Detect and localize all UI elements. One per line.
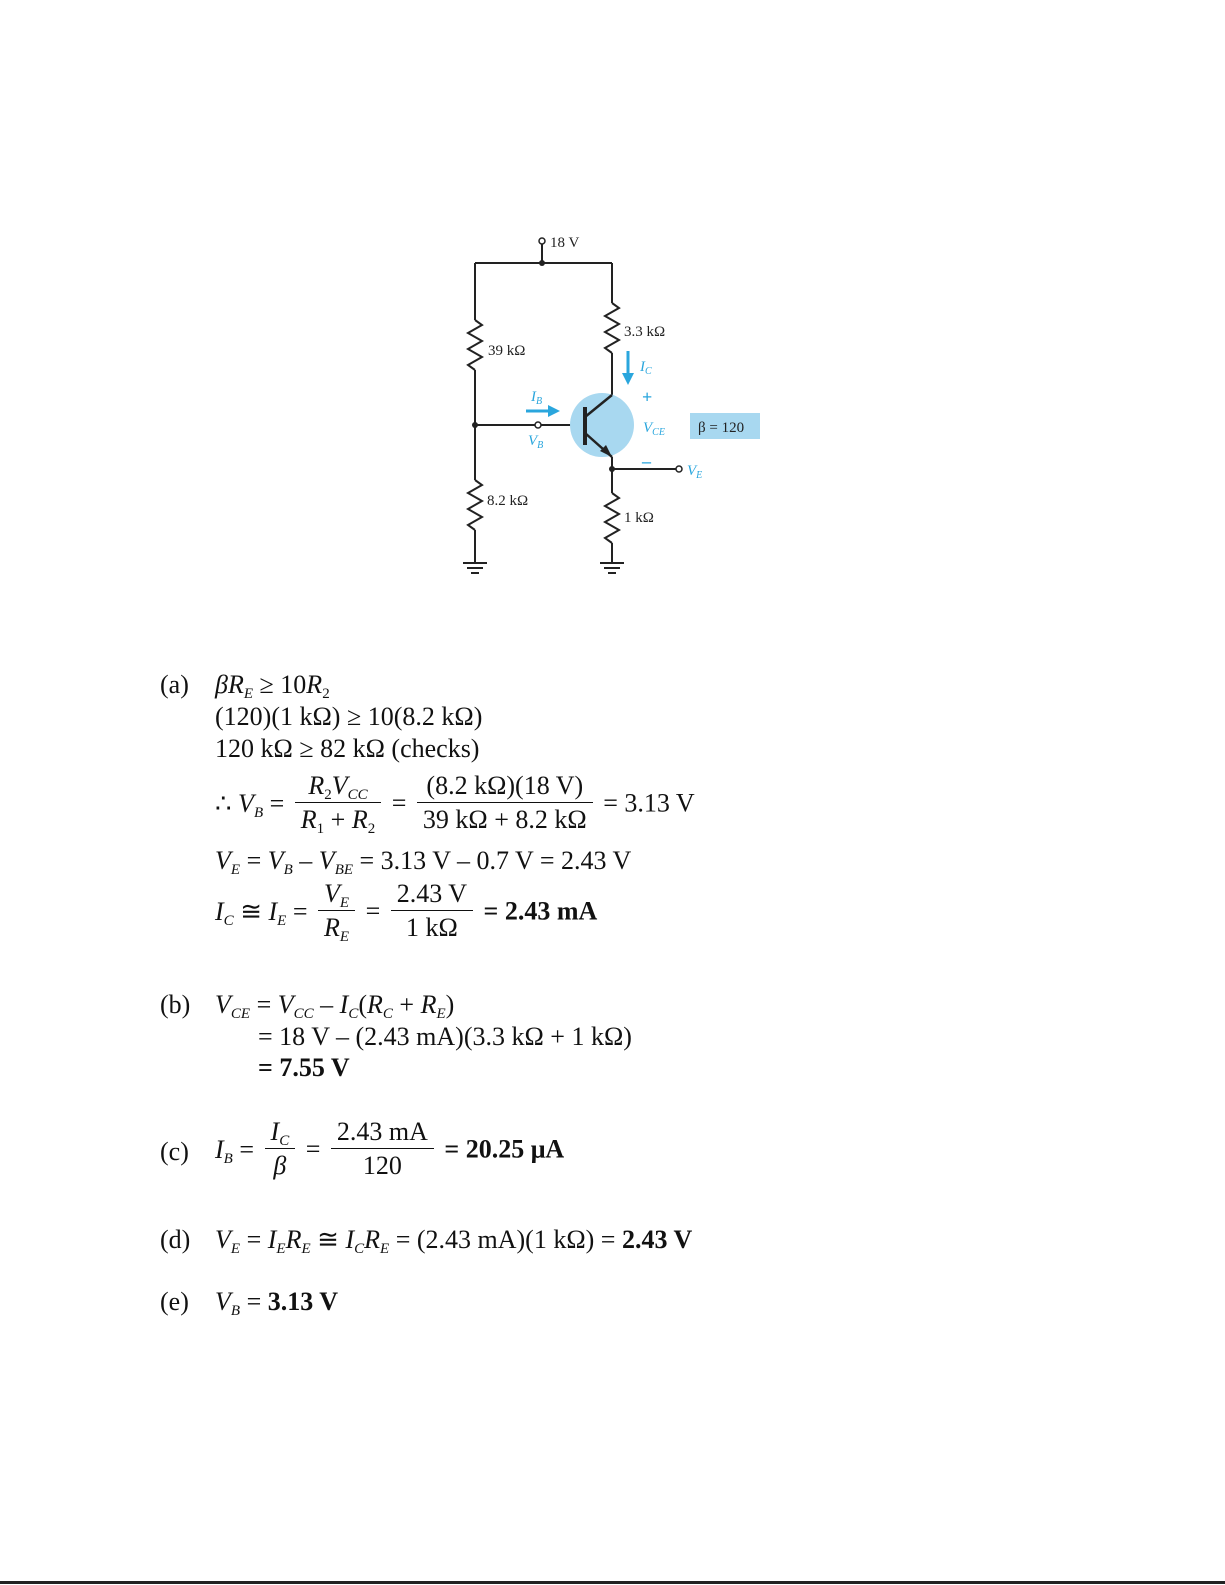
vb-fraction-symbolic: $\frac{R_2V_{CC}}{R_1 + R_2}$	[295, 770, 381, 837]
ib-label: $I_B$	[531, 389, 543, 407]
part-d-equation: $V_E = I_ER_E$ ≅ $I_CR_E = (2.43$ mA)(1 kΩ) = 2.43 V	[215, 1225, 693, 1257]
vce-label: $V_{CE}$	[643, 420, 665, 438]
ib-result: = 20.25 μA	[444, 1134, 565, 1164]
terminal-vb	[535, 422, 541, 428]
beta-label: β = 120	[698, 420, 745, 436]
part-a-vb-equation: ∴ $V_B$ = $\frac{R_2V_{CC}}{R_1 + R_2}$ = $\frac{(8.2 k\Omega)(18 V)}{39 k\Omega + 8.2 k\Omega}$ = 3.13 V	[215, 771, 695, 837]
ic-fraction-numeric: $\frac{2.43 V}{1 k\Omega}$	[391, 878, 473, 945]
node-emitter	[609, 466, 615, 472]
ground-left	[463, 563, 487, 573]
supply-label: 18 V	[550, 235, 580, 251]
ve-label: $V_E$	[687, 463, 703, 481]
part-d-label: (d)	[160, 1225, 191, 1254]
part-a-ic-equation: $I_C$ ≅ $I_E$ = $\frac{V_E}{R_E}$ = $\frac{2.43 V}{1 k\Omega}$ = 2.43 mA	[215, 879, 598, 945]
r2-label: 8.2 kΩ	[487, 493, 529, 509]
part-a-line3: 120 kΩ ≥ 82 kΩ (checks)	[215, 734, 480, 763]
vce-minus-sign: –	[642, 451, 651, 471]
part-e-result: 3.13 V	[267, 1287, 339, 1316]
ib-fraction-numeric: $\frac{2.43 mA}{120}$	[331, 1116, 434, 1183]
resistor-rc	[605, 303, 619, 353]
ic-fraction-symbolic: $\frac{V_E}{R_E}$	[318, 878, 355, 945]
terminal-ve	[676, 466, 682, 472]
node-top	[539, 260, 545, 266]
part-a-label: (a)	[160, 670, 189, 699]
page-bottom-rule	[0, 1581, 1225, 1584]
part-c-equation: $I_B$ = $\frac{I_C}{\beta}$ = $\frac{2.43 mA}{120}$ = 20.25 μA	[215, 1116, 564, 1183]
part-a-ve-line: $V_E = V_B - V_{BE} = 3.13$ V – 0.7 V = 2.43 V	[215, 846, 632, 878]
vb-fraction-numeric: $\frac{(8.2 k\Omega)(18 V)}{39 k\Omega + 8.2 k\Omega}$	[417, 770, 593, 837]
node-base	[472, 422, 478, 428]
part-e-equation: $V_B = 3.13$ V	[215, 1287, 339, 1319]
vce-plus-sign: +	[642, 387, 653, 407]
part-b-line2: = 18 V – (2.43 mA)(3.3 kΩ + 1 kΩ)	[258, 1022, 632, 1051]
part-a-line1: $\beta R_E \ge 10R_2$	[215, 670, 330, 702]
ic-label: $I_C$	[640, 359, 652, 377]
part-b-label: (b)	[160, 990, 191, 1019]
vb-result: = 3.13 V	[603, 788, 695, 818]
part-b-line1: $V_{CE} = V_{CC} - I_C(R_C + R_E)$	[215, 990, 455, 1022]
part-b-line3: = 7.55 V	[258, 1053, 350, 1082]
part-a-line2: (120)(1 kΩ) ≥ 10(8.2 kΩ)	[215, 702, 483, 731]
resistor-r2	[468, 480, 482, 530]
part-d-result: 2.43 V	[621, 1225, 693, 1254]
part-c-label: (c)	[160, 1137, 189, 1166]
resistor-r1	[468, 320, 482, 370]
rc-label: 3.3 kΩ	[624, 324, 666, 340]
terminal-supply	[539, 238, 545, 244]
vb-label: $V_B$	[528, 433, 544, 451]
ic-result: = 2.43 mA	[483, 896, 598, 926]
re-label: 1 kΩ	[624, 510, 654, 526]
r1-label: 39 kΩ	[488, 343, 526, 359]
resistor-re	[605, 493, 619, 543]
part-e-label: (e)	[160, 1287, 189, 1316]
ib-fraction-symbolic: $\frac{I_C}{\beta}$	[265, 1116, 296, 1183]
ground-right	[600, 563, 624, 573]
circuit-diagram	[440, 225, 780, 595]
